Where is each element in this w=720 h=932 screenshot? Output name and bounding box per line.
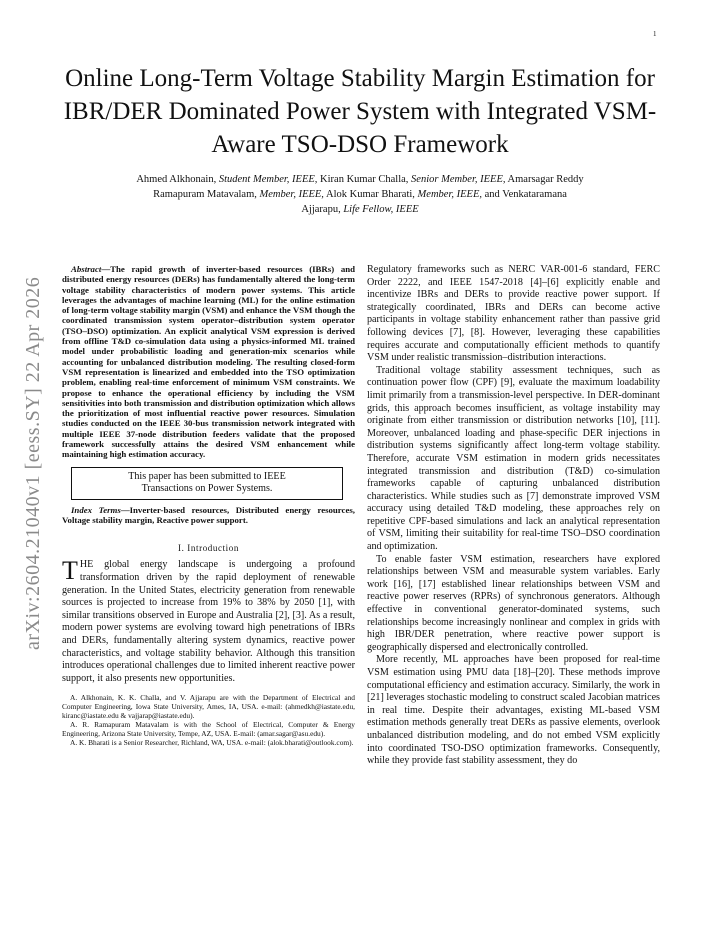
author-affiliation-footnotes — [62, 694, 355, 747]
notice-line: Transactions on Power Systems. — [141, 483, 273, 495]
page-number: 1 — [653, 30, 657, 38]
drop-cap: T — [62, 556, 78, 586]
body-paragraph: Traditional voltage stability assessment techniques, such as continuation power flow (CPF) [9], evaluate the maximum loadability limit primarily from a transmission-level perspective. In DER-dominant grids, this approach becomes insufficient, as voltage instability may originate from either transmission or distribution networks [10], [11]. Moreover, unbalanced loading and phase-specific DER injections in distribution systems significantly affect long-term voltage stability. Therefore, accurate VSM estimation in modern grids necessitates integrated transmission and distribution (T&D) co-simulation frameworks capable of capturing unbalanced distribution characteristics. While studies such as [7] demonstrate improved VSM accuracy using detailed T&D modeling, these approaches rely on repetitive CPF-based simulations and lack an analytical representation of VSM, limiting their suitability for real-time TSO–DSO coordination and optimization. — [367, 364, 660, 553]
abstract-text: —The rapid growth of inverter-based resources (IBRs) and distributed energy resources (DERs) has fundamentally altered the long-term voltage stability characteristics of modern power systems. This article leverages the advantages of machine learning (ML) for the online estimation of long-term voltage stability margin (VSM) and enhance the VSM though the coordinated transmission system operator–distribution system operator (TSO–DSO) optimization. An explicit analytical VSM expression is derived from offline T&D co-simulation data using a physics-informed ML trained model under probabilistic loading and generation-mix scenarios while accounting for unbalanced distribution modeling. The resulting closed-form VSM representation is linearized and embedded into the TSO optimization problem, enabling real-time enforcement of minimum VSM constraints. We propose to enhance the operational efficiency by including the VSM sensitivities into both transmission and distribution optimization which allows the prioritization of most influential reactive power resources. Simulation studies conducted on the IEEE 30-bus transmission network integrated with multiple IEEE 37-node distribution feeders validate that the proposed framework successfully attains the desired VSM enhancement while maintaining high estimation accuracy. — [62, 264, 355, 460]
left-column — [62, 264, 355, 748]
author-membership: Senior Member, IEEE, — [411, 174, 506, 185]
intro-paragraph — [62, 556, 355, 685]
author-name: Ahmed Alkhonain, — [136, 174, 219, 185]
author-name: Ajjarapu, — [301, 204, 344, 215]
author-name: Alok Kumar Bharati, — [323, 189, 418, 200]
notice-line: This paper has been submitted to IEEE — [128, 470, 286, 482]
arxiv-identifier-stamp: arXiv:2604.21040v1 [eess.SY] 22 Apr 2026 — [22, 276, 44, 650]
body-paragraph: More recently, ML approaches have been proposed for real-time VSM estimation using PMU data [18]–[20]. These methods improve computational efficiency and estimation accuracy. Similarly, the work in [21] leverages stochastic modeling to construct scaled Jacobian matrices in real time. Despite their advantages, existing ML-based VSM estimation methods generally treat DERs as passive elements, overlook unbalanced distribution modeling, and do not embed VSM explicitly into coordinated TSO-DSO optimization frameworks. Consequently, while they provide fast stability assessment, they do — [367, 654, 660, 767]
author-membership: Student Member, IEEE, — [218, 174, 318, 185]
abstract-label: Abstract — [71, 264, 102, 274]
section-heading-introduction: I. Introduction — [178, 543, 239, 554]
footnote: A. K. Bharati is a Senior Researcher, Richland, WA, USA. e-mail: (alok.bharati@outlook.com). — [70, 737, 354, 747]
right-column — [367, 264, 660, 768]
paper-title: Online Long-Term Voltage Stability Margin Estimation for IBR/DER Dominated Power System with Integrated VSM-Aware TSO-DSO Framework — [63, 65, 657, 158]
author-membership: Member, IEEE, — [259, 189, 324, 200]
body-paragraph: To enable faster VSM estimation, researchers have explored relationships between VSM and measurable system variables. Early work [16], [17] established linear relationships between VSM and reactive power reserves (RPRs) of synchronous generators. Although effective in conventional generator-dominated systems, such relationships become increasingly nonlinear and complex in grids with high IBR/DER penetration, where reactive power support is geographically dispersed and electronically controlled. — [367, 553, 660, 653]
author-name: Ramapuram Matavalam, — [153, 189, 260, 200]
author-name: Amarsagar Reddy — [505, 174, 584, 185]
author-membership: Life Fellow, IEEE — [343, 204, 419, 215]
index-terms-label: Index Terms — [71, 504, 121, 515]
footnote: A. Alkhonain, K. K. Challa, and V. Ajjarapu are with the Department of Electrical and Computer Engineering, Iowa State University, Ames, IA, USA. e-mail: (ahmedkh@iastate.edu, kiranc@iastate.edu & vajjarap@iastate.edu). — [62, 693, 355, 721]
abstract — [62, 264, 355, 460]
index-terms-text: —Inverter-based resources, Distributed energy resources, Voltage stability margin, Reactive power support. — [62, 504, 355, 526]
author-line-2 — [80, 187, 640, 202]
footnote: A. R. Ramapuram Matavalam is with the School of Electrical, Computer & Energy Engineering, Arizona State University, Tempe, AZ, USA. E-mail: (amar.sagar@asu.edu). — [62, 720, 355, 738]
author-line-1 — [80, 172, 640, 187]
submission-notice-box — [71, 467, 343, 500]
author-name: Kiran Kumar Challa, — [317, 174, 412, 185]
intro-paragraph-text: HE global energy landscape is undergoing a profound transformation driven by the rapid deployment of renewable generation. In the United States, electricity generation from renewable sources is projected to increase from 19% to 38% by 2050 [1], with similar transitions observed in Europe and Australia [2], [3]. As a result, modern power systems are evolving toward high penetrations of IBRs and DERs, fundamentally altering system dynamics, reactive power characteristics, and voltage stability behavior. Although this transition introduces operational challenges due to limited inherent reactive power support, it also presents new opportunities. — [62, 559, 355, 684]
author-membership: Member, IEEE, — [417, 189, 482, 200]
author-line-3 — [80, 202, 640, 217]
author-list — [80, 172, 640, 217]
body-paragraph: Regulatory frameworks such as NERC VAR-001-6 standard, FERC Order 2222, and IEEE 1547-2018 [4]–[6] explicitly enable and incentivize IBRs and DERs to provide reactive power support. If strategically coordinated, IBRs and DERs can become active participants in voltage stability enhancement rather than passive grid following devices [7], [8]. However, leveraging these capabilities requires accurate and computationally efficient methods to quantify VSM under realistic transmission–distribution interactions. — [367, 264, 660, 364]
author-name: and Venkataramana — [481, 189, 567, 200]
index-terms — [62, 505, 355, 526]
